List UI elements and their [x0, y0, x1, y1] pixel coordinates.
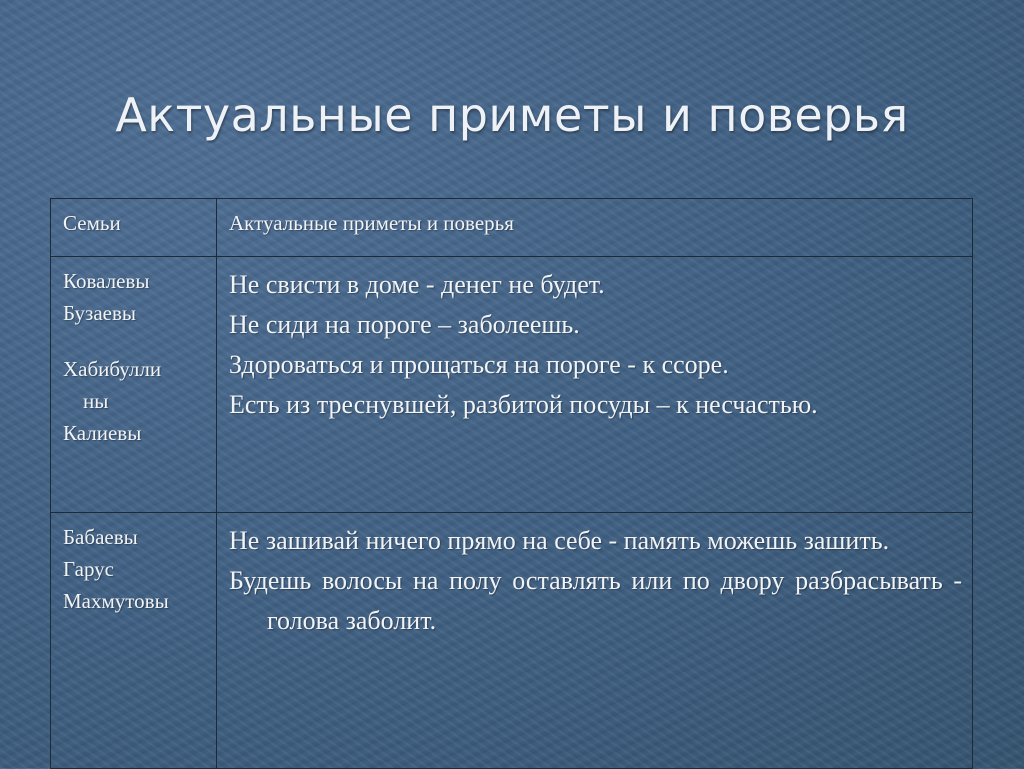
- table-row: [51, 257, 973, 513]
- family-name: Калиевы: [63, 421, 142, 445]
- sign-text: Не сиди на пороге – заболеешь.: [229, 310, 580, 339]
- family-name: Ковалевы: [63, 269, 150, 293]
- families-cell: [51, 257, 217, 513]
- family-name: Бузаевы: [63, 301, 136, 325]
- sign-text: Есть из треснувшей, разбитой посуды – к несчастью.: [229, 390, 818, 419]
- table-header-row: [51, 199, 973, 257]
- family-name: Хабибулли: [63, 357, 162, 381]
- signs-table: [50, 198, 973, 769]
- table-row: [51, 513, 973, 769]
- family-name: Махмутовы: [63, 589, 169, 613]
- signs-cell: [217, 257, 973, 513]
- family-name: ны: [83, 389, 109, 413]
- sign-text: Не свисти в доме - денег не будет.: [229, 270, 605, 299]
- slide-title: Актуальные приметы и поверья: [115, 88, 909, 142]
- header-signs: Актуальные приметы и поверья: [217, 199, 973, 257]
- signs-cell: [217, 513, 973, 769]
- sign-text: Здороваться и прощаться на пороге - к ссоре.: [229, 350, 729, 379]
- family-name: Бабаевы: [63, 525, 138, 549]
- header-families: Семьи: [51, 199, 217, 257]
- sign-text: Не зашивай ничего прямо на себе - память можешь зашить.: [229, 526, 890, 555]
- families-cell: [51, 513, 217, 769]
- family-name: Гарус: [63, 557, 114, 581]
- sign-text: Будешь волосы на полу оставлять или по двору разбрасывать - голова заболит.: [229, 566, 962, 635]
